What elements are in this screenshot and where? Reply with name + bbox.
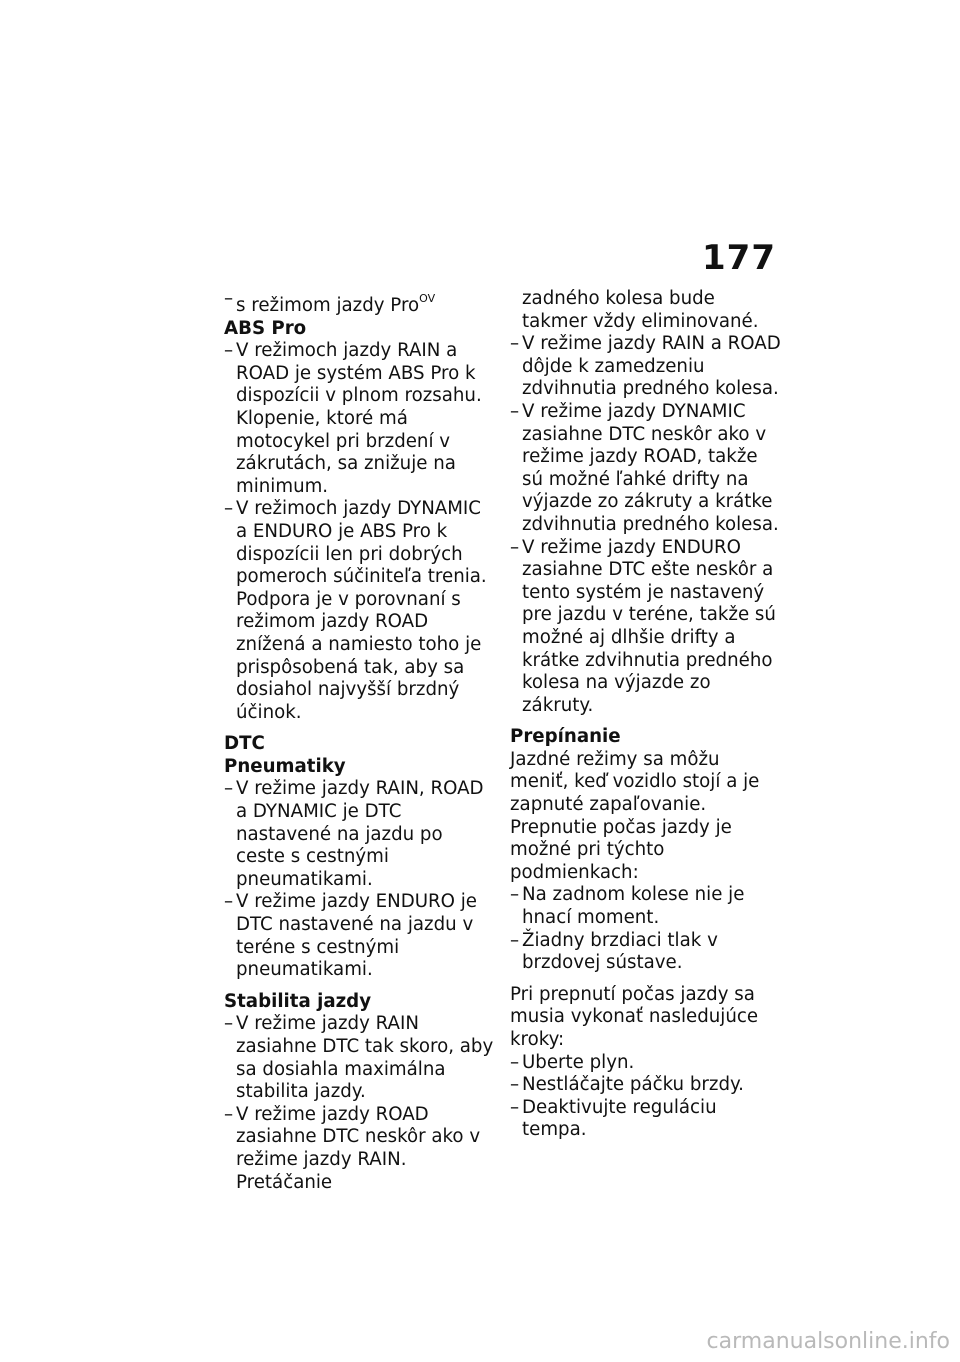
left-column xyxy=(224,288,496,1194)
ov-superscript: OV xyxy=(419,292,436,305)
list-item: – Nestláčajte páčku brzdy. xyxy=(510,1074,782,1097)
watermark: carmanualsonline.info xyxy=(706,1329,950,1354)
subheading-switching: Prepínanie xyxy=(510,726,621,748)
list-item xyxy=(224,288,496,318)
list-item: – V režime jazdy RAIN a ROAD dôjde k zamedzeniu zdvihnutia predného kolesa. xyxy=(510,333,782,401)
section-heading-abs-pro: ABS Pro xyxy=(224,317,307,339)
section-heading-dtc: DTC xyxy=(224,733,265,755)
list-item: – Uberte plyn. xyxy=(510,1052,782,1075)
subheading-tires: Pneumatiky xyxy=(224,755,346,777)
intro-item-text: s režimom jazdy Pro xyxy=(236,295,420,316)
list-item: – Na zadnom kolese nie je hnací moment. xyxy=(510,884,782,929)
list-item: – V režime jazdy ENDURO zasiahne DTC ešte neskôr a tento systém je nastavený pre jazdu v teréne, takže sú možné aj dlhšie drifty a krátke zdvihnutia predného kolesa na výjazde zo zákruty. xyxy=(510,537,782,718)
paragraph-while-driving: Pri prepnutí počas jazdy sa musia vykonať nasledujúce kroky: xyxy=(510,983,759,1050)
page-number: 177 xyxy=(702,238,776,278)
list-item: – V režime jazdy ROAD zasiahne DTC neskôr ako v režime jazdy RAIN. Pretáčanie xyxy=(224,1104,496,1194)
list-item: – Deaktivujte reguláciu tempa. xyxy=(510,1097,782,1142)
right-column xyxy=(510,288,782,1142)
list-item: – V režimoch jazdy DYNAMIC a ENDURO je ABS Pro k dispozícii len pri dobrých pomeroch súčiniteľa trenia. Podpora je v porovnaní s režimom jazdy ROAD znížená a namiesto toho je prispôsobená tak, aby sa dosiahol najvyšší brzdný účinok. xyxy=(224,498,496,724)
list-item: – V režime jazdy RAIN zasiahne DTC tak skoro, aby sa dosiahla maximálna stabilita jazdy. xyxy=(224,1013,496,1103)
list-item: – Žiadny brzdiaci tlak v brzdovej sústave. xyxy=(510,930,782,975)
list-item: – V režime jazdy ENDURO je DTC nastavené na jazdu v teréne s cestnými pneumatikami. xyxy=(224,891,496,981)
list-item: – V režime jazdy DYNAMIC zasiahne DTC neskôr ako v režime jazdy ROAD, takže sú možné ľahké drifty na výjazde zo zákruty a krátke zdvihnutia predného kolesa. xyxy=(510,401,782,537)
continuation-text: zadného kolesa bude takmer vždy eliminované. xyxy=(522,288,759,332)
list-item: – V režimoch jazdy RAIN a ROAD je systém ABS Pro k dispozícii v plnom rozsahu. Klopenie, ktoré má motocykel pri brzdení v zákrutách, sa znižuje na minimum. xyxy=(224,340,496,498)
list-item: – V režime jazdy RAIN, ROAD a DYNAMIC je DTC nastavené na jazdu po ceste s cestnými pneumatikami. xyxy=(224,778,496,891)
subheading-stability: Stabilita jazdy xyxy=(224,990,372,1012)
paragraph-switching: Jazdné režimy sa môžu meniť, keď vozidlo stojí a je zapnuté zapaľovanie. Prepnutie počas jazdy je možné pri týchto podmienkach: xyxy=(510,748,760,883)
